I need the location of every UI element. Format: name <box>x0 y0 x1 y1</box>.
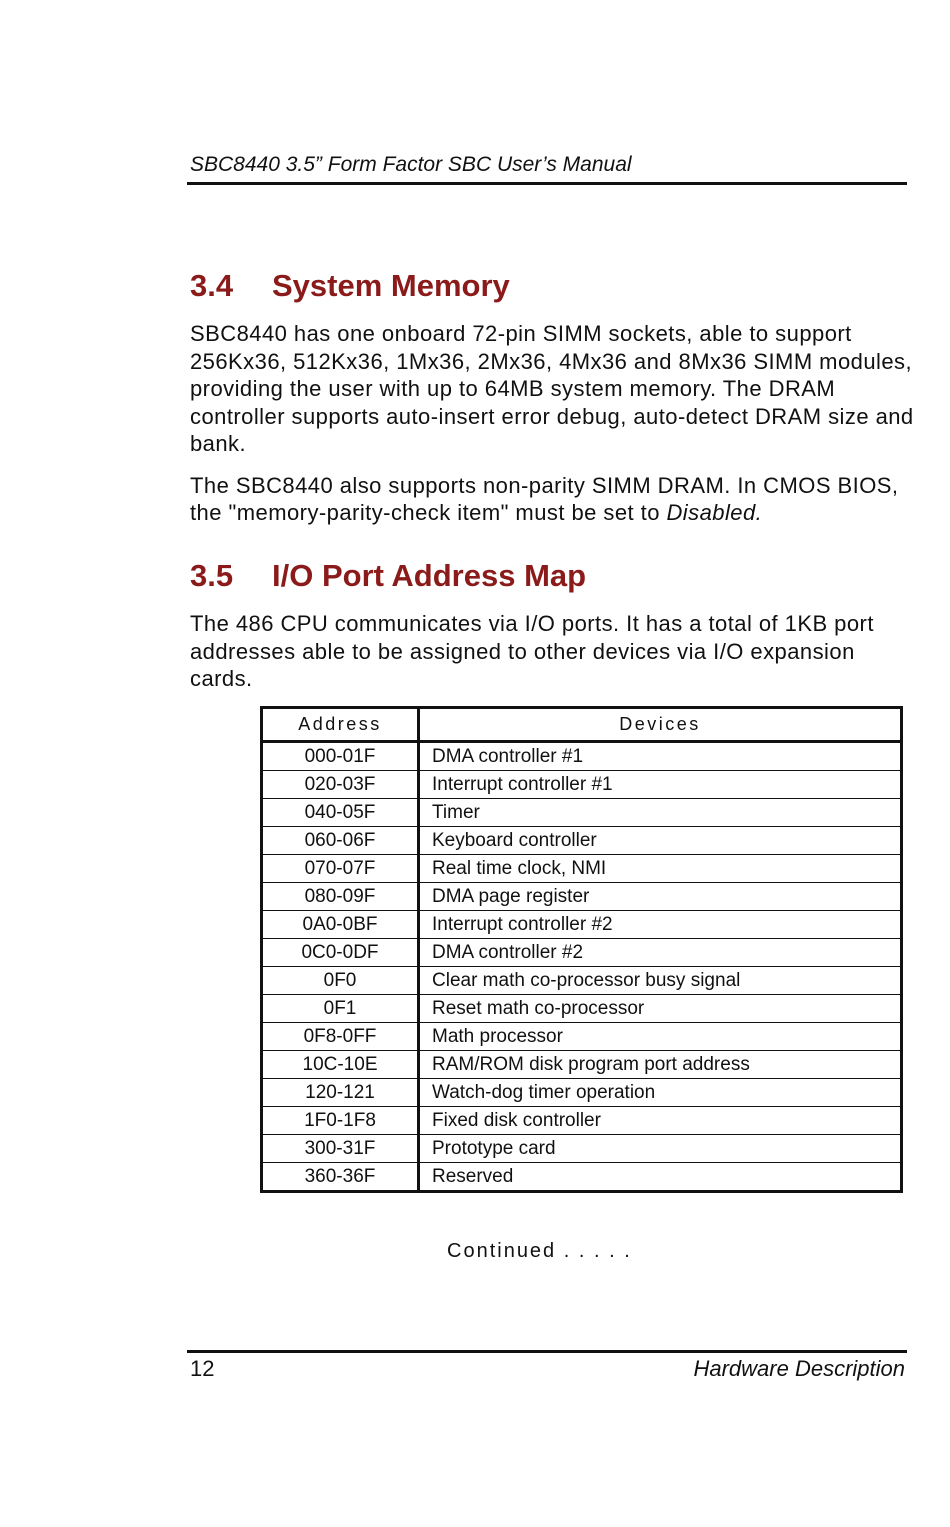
section-title: System Memory <box>272 268 510 303</box>
table-row <box>262 1135 902 1163</box>
emphasis-text: Disabled. <box>666 500 763 525</box>
table-row <box>262 742 902 771</box>
table-row <box>262 995 902 1023</box>
system-memory-body <box>190 320 915 527</box>
address-cell: 300-31F <box>262 1135 419 1163</box>
address-cell: 0F0 <box>262 967 419 995</box>
column-header-devices: Devices <box>419 708 902 742</box>
table-row <box>262 1051 902 1079</box>
device-cell: Watch-dog timer operation <box>419 1079 902 1107</box>
device-cell: Timer <box>419 799 902 827</box>
address-cell: 020-03F <box>262 771 419 799</box>
io-port-body <box>190 610 915 693</box>
address-cell: 0C0-0DF <box>262 939 419 967</box>
device-cell: Real time clock, NMI <box>419 855 902 883</box>
page-number: 12 <box>190 1356 215 1381</box>
device-cell: Interrupt controller #2 <box>419 911 902 939</box>
address-cell: 0F8-0FF <box>262 1023 419 1051</box>
table-body <box>262 742 902 1192</box>
section-number: 3.4 <box>190 268 234 303</box>
table-row <box>262 799 902 827</box>
running-header: SBC8440 3.5” Form Factor SBC User’s Manual <box>190 153 632 176</box>
address-cell: 040-05F <box>262 799 419 827</box>
device-cell: DMA page register <box>419 883 902 911</box>
device-cell: Interrupt controller #1 <box>419 771 902 799</box>
column-header-address: Address <box>262 708 419 742</box>
section-number: 3.5 <box>190 558 234 593</box>
section-heading-system-memory <box>190 268 510 304</box>
device-cell: Clear math co-processor busy signal <box>419 967 902 995</box>
continued-note: Continued . . . . . <box>447 1240 632 1262</box>
footer-rule <box>187 1350 907 1353</box>
address-cell: 1F0-1F8 <box>262 1107 419 1135</box>
address-cell: 000-01F <box>262 742 419 771</box>
header-rule <box>187 182 907 185</box>
table-row <box>262 911 902 939</box>
device-cell: Keyboard controller <box>419 827 902 855</box>
device-cell: DMA controller #2 <box>419 939 902 967</box>
table-row <box>262 855 902 883</box>
address-cell: 080-09F <box>262 883 419 911</box>
io-port-address-table <box>260 706 903 1193</box>
device-cell: Prototype card <box>419 1135 902 1163</box>
paragraph <box>190 472 915 527</box>
table-row <box>262 1163 902 1192</box>
table-row <box>262 883 902 911</box>
table-row <box>262 827 902 855</box>
device-cell: Math processor <box>419 1023 902 1051</box>
table-row <box>262 967 902 995</box>
table-row <box>262 939 902 967</box>
device-cell: Fixed disk controller <box>419 1107 902 1135</box>
section-title: I/O Port Address Map <box>272 558 587 593</box>
address-cell: 070-07F <box>262 855 419 883</box>
paragraph: The 486 CPU communicates via I/O ports. It has a total of 1KB port addresses able to be assigned to other devices via I/O expansion cards. <box>190 611 874 691</box>
table-row <box>262 1023 902 1051</box>
device-cell: Reset math co-processor <box>419 995 902 1023</box>
table-header-row <box>262 708 902 742</box>
footer-section-title: Hardware Description <box>693 1356 905 1381</box>
table-row <box>262 771 902 799</box>
device-cell: Reserved <box>419 1163 902 1192</box>
address-cell: 060-06F <box>262 827 419 855</box>
section-heading-io-port-map <box>190 558 586 594</box>
address-cell: 10C-10E <box>262 1051 419 1079</box>
paragraph-text: The SBC8440 also supports non-parity SIMM DRAM. In CMOS BIOS, the "memory-parity-check item" must be set to <box>190 472 899 525</box>
table-row <box>262 1107 902 1135</box>
device-cell: DMA controller #1 <box>419 742 902 771</box>
device-cell: RAM/ROM disk program port address <box>419 1051 902 1079</box>
paragraph: SBC8440 has one onboard 72-pin SIMM sockets, able to support 256Kx36, 512Kx36, 1Mx36, 2Mx36, 4Mx36 and 8Mx36 SIMM modules, providing the user with up to 64MB system memory. The DRAM controller supports auto-insert error debug, auto-detect DRAM size and bank. <box>190 321 914 456</box>
address-cell: 0F1 <box>262 995 419 1023</box>
address-cell: 360-36F <box>262 1163 419 1192</box>
address-cell: 120-121 <box>262 1079 419 1107</box>
table-row <box>262 1079 902 1107</box>
address-cell: 0A0-0BF <box>262 911 419 939</box>
